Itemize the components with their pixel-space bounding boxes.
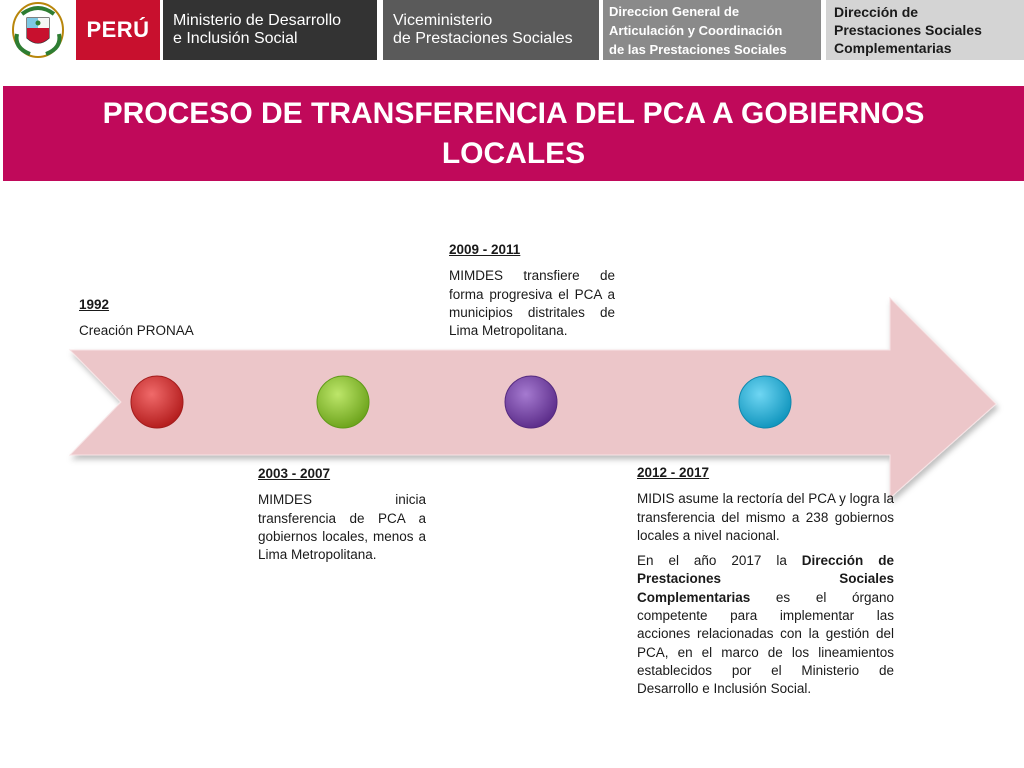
- milestone-year: 2009 - 2011: [449, 242, 521, 257]
- viceministry-line-1: Viceministerio: [393, 12, 493, 29]
- direccion-line-3: Complementarias: [834, 40, 952, 56]
- purple-circle-marker: [505, 376, 557, 428]
- ministry-line-2: e Inclusión Social: [173, 30, 298, 47]
- milestone-2012-2017: [637, 464, 894, 699]
- milestone-description: Creación PRONAA: [79, 323, 194, 339]
- milestone-year: 2012 - 2017: [637, 465, 710, 480]
- milestone-description: MIMDES transfiere de forma progresiva el PCA a municipios distritales de Lima Metropolitana.: [449, 268, 615, 339]
- direccion-line-2: Prestaciones Sociales: [834, 22, 982, 38]
- direccion-general-line-1: Direccion General de: [609, 3, 740, 19]
- milestone-description: MIMDES inicia transferencia de PCA a gobiernos locales, menos a Lima Metropolitana.: [258, 492, 426, 563]
- cyan-circle-marker: [739, 376, 791, 428]
- green-circle-marker: [317, 376, 369, 428]
- milestone-description-2: [637, 552, 894, 698]
- peru-label: PERÚ: [76, 0, 160, 60]
- description-bold-entity: Dirección de Prestaciones Sociales Complementarias: [637, 553, 894, 605]
- milestone-2003-2007: [258, 465, 426, 564]
- ministry-line-1: Ministerio de Desarrollo: [173, 12, 342, 29]
- milestone-1992: [79, 296, 229, 341]
- milestone-year: 1992: [79, 297, 110, 312]
- milestone-description: MIDIS asume la rectoría del PCA y logra la transferencia del mismo a 238 gobiernos locales a nivel nacional.: [637, 491, 894, 543]
- milestone-year: 2003 - 2007: [258, 466, 331, 481]
- red-circle-marker: [131, 376, 183, 428]
- direccion-general-line-3: de las Prestaciones Sociales: [609, 41, 787, 57]
- description-suffix: es el órgano competente para implementar las acciones relacionadas con la gestión del PCA, en el marco de los lineamientos establecidos por el Ministerio de Desarrollo e Inclusión Social.: [637, 589, 894, 697]
- slide-title: PROCESO DE TRANSFERENCIA DEL PCA A GOBIERNOS LOCALES: [102, 96, 925, 170]
- viceministry-line-2: de Prestaciones Sociales: [393, 30, 573, 47]
- description-prefix: En el año 2017 la: [637, 553, 802, 569]
- direccion-line-1: Dirección de: [834, 4, 919, 20]
- milestone-2009-2011: [449, 241, 615, 340]
- direccion-general-line-2: Articulación y Coordinación: [609, 22, 783, 38]
